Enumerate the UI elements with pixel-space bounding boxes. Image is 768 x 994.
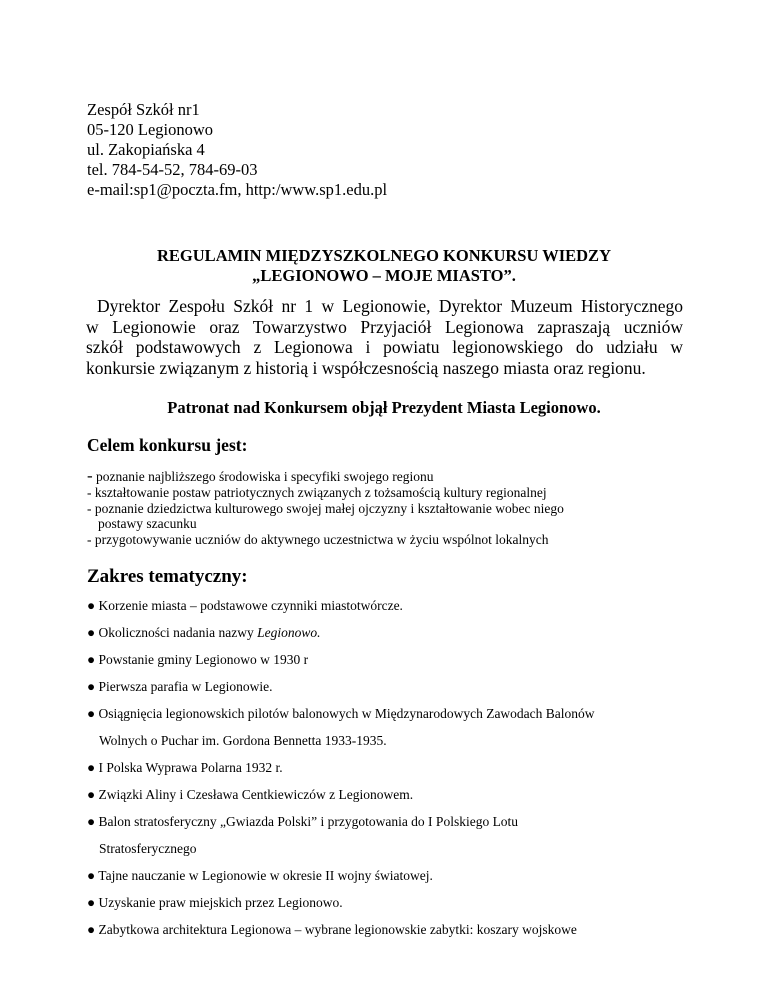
bullet-icon: ●	[87, 787, 96, 802]
title-line-2: „LEGIONOWO – MOJE MIASTO”.	[252, 266, 516, 285]
goal-text: poznanie najbliższego środowiska i specyfiki swojego regionu	[92, 469, 434, 484]
topic-text: Tajne nauczanie w Legionowie w okresie II wojny światowej.	[98, 868, 433, 883]
topic-text: I Polska Wyprawa Polarna 1932 r.	[98, 760, 283, 775]
school-name: Zespół Szkół nr1	[87, 100, 200, 119]
topic-text: Zabytkowa architektura Legionowa – wybrane legionowskie zabytki: koszary wojskowe	[98, 922, 577, 937]
goal-item: - kształtowanie postaw patriotycznych związanych z tożsamością kultury regionalnej	[87, 484, 547, 500]
intro-line-3: szkół podstawowych z Legionowa i powiatu legionowskiego do udziału w	[86, 337, 683, 357]
topic-item	[87, 867, 433, 885]
bullet-icon: ●	[87, 625, 96, 640]
bullet-icon: ●	[87, 814, 96, 829]
intro-line-4: konkursie związanym z historią i współczesnością naszego miasta oraz regionu.	[86, 357, 646, 378]
bullet-icon: ●	[87, 652, 96, 667]
goal-dash: -	[87, 466, 93, 485]
email-website: e-mail:sp1@poczta.fm, http:/www.sp1.edu.pl	[87, 180, 388, 199]
document-title	[60, 246, 708, 286]
topic-item	[87, 651, 308, 669]
topic-text: Uzyskanie praw miejskich przez Legionowo.	[98, 895, 343, 910]
goal-item	[87, 468, 564, 485]
bullet-icon: ●	[87, 868, 96, 883]
bullet-icon: ●	[87, 706, 96, 721]
intro-line-1: Dyrektor Zespołu Szkół nr 1 w Legionowie, Dyrektor Muzeum Historycznego	[97, 296, 683, 316]
topic-text: Związki Aliny i Czesława Centkiewiczów z Legionowem.	[98, 787, 414, 802]
topic-emphasis: Legionowo.	[257, 625, 321, 640]
patronage-statement: Patronat nad Konkursem objął Prezydent Miasta Legionowo.	[167, 398, 601, 417]
goal-item: - przygotowywanie uczniów do aktywnego uczestnictwa w życiu wspólnot lokalnych	[87, 532, 549, 548]
phone-numbers: tel. 784-54-52, 784-69-03	[87, 160, 258, 179]
street-address: ul. Zakopiańska 4	[87, 140, 205, 159]
goals-list	[87, 468, 564, 548]
topic-item-continuation: Wolnych o Puchar im. Gordona Bennetta 1933-1935.	[99, 733, 387, 748]
title-line-1: REGULAMIN MIĘDZYSZKOLNEGO KONKURSU WIEDZY	[157, 246, 611, 265]
bullet-icon: ●	[87, 895, 96, 910]
topic-item	[87, 813, 518, 831]
bullet-icon: ●	[87, 598, 96, 613]
topic-item	[87, 894, 343, 912]
topic-item	[87, 786, 413, 804]
topic-text: Osiągnięcia legionowskich pilotów balonowych w Międzynarodowych Zawodach Balonów	[98, 706, 595, 721]
goal-item-continuation: postawy szacunku	[98, 516, 197, 532]
topic-item	[87, 624, 321, 642]
topic-item	[87, 678, 272, 696]
bullet-icon: ●	[87, 760, 96, 775]
intro-line-2: w Legionowie oraz Towarzystwo Przyjaciół Legionowa zapraszają uczniów	[86, 316, 683, 337]
postal-code-city: 05-120 Legionowo	[87, 120, 214, 139]
topic-item	[87, 759, 283, 777]
topic-text: Powstanie gminy Legionowo w 1930 r	[98, 652, 309, 667]
goals-heading: Celem konkursu jest:	[87, 435, 248, 455]
school-address-block	[87, 100, 387, 200]
topic-text: Korzenie miasta – podstawowe czynniki miastotwórcze.	[98, 598, 403, 613]
bullet-icon: ●	[87, 922, 96, 937]
topic-text: Pierwsza parafia w Legionowie.	[98, 679, 273, 694]
topic-text: Balon stratosferyczny „Gwiazda Polski” i przygotowania do I Polskiego Lotu	[98, 814, 519, 829]
intro-paragraph	[86, 296, 683, 378]
topic-text: Okoliczności nadania nazwy	[98, 625, 258, 640]
topic-item	[87, 597, 403, 615]
goal-item: - poznanie dziedzictwa kulturowego swojej małej ojczyzny i kształtowanie wobec niego	[87, 500, 564, 516]
bullet-icon: ●	[87, 679, 96, 694]
topics-heading: Zakres tematyczny:	[87, 566, 248, 587]
topic-item	[87, 921, 577, 939]
topic-item-continuation: Stratosferycznego	[99, 841, 197, 856]
topic-item	[87, 705, 595, 723]
